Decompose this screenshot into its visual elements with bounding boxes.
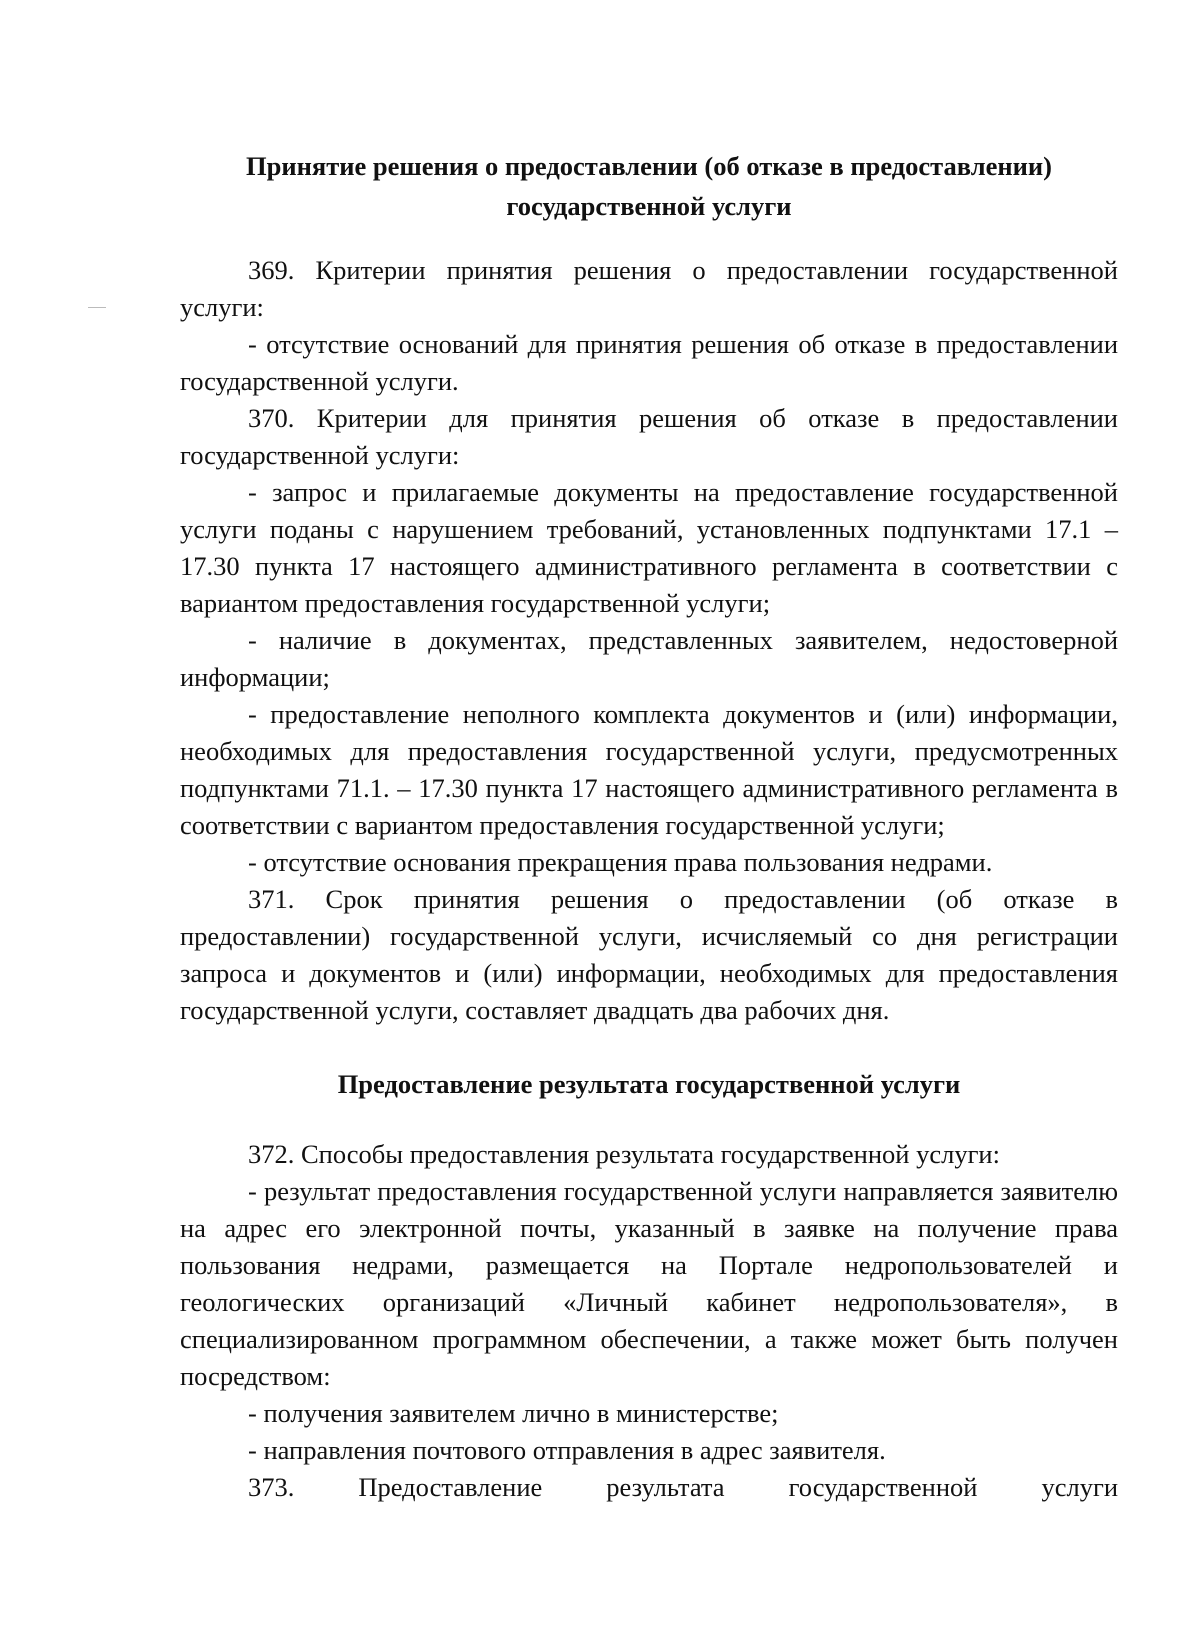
paragraph-372-item-2: - получения заявителем лично в министерстве; — [248, 1398, 779, 1428]
section-body-decision — [180, 252, 1118, 1029]
paragraph-370: 370. Критерии для принятия решения об отказе в предоставлении государственной услуги: — [180, 403, 1118, 470]
paragraph-369: 369. Критерии принятия решения о предоставлении государственной услуги: — [180, 255, 1118, 322]
paragraph-369-item: - отсутствие оснований для принятия решения об отказе в предоставлении государственной услуги. — [180, 329, 1118, 396]
section-heading-line-2: государственной услуги — [506, 191, 792, 221]
paragraph-370-item-3: - предоставление неполного комплекта документов и (или) информации, необходимых для предоставления государственной услуги, предусмотренных подпунктами 71.1. – 17.30 пункта 17 настоящего административного регламента в соответствии с вариантом предоставления государственной услуги; — [180, 699, 1118, 840]
section-heading-line-1: Принятие решения о предоставлении (об отказе в предоставлении) — [246, 151, 1052, 181]
section-heading-result — [180, 1064, 1118, 1104]
paragraph-370-item-1: - запрос и прилагаемые документы на предоставление государственной услуги поданы с нарушением требований, установленных подпунктами 17.1 – 17.30 пункта 17 настоящего административного регламента в соответствии с вариантом предоставления государственной услуги; — [180, 477, 1118, 618]
section-body-result — [180, 1136, 1118, 1506]
paragraph-373: 373. Предоставление результата государственной услуги — [248, 1472, 1118, 1502]
paragraph-370-item-4: - отсутствие основания прекращения права пользования недрами. — [248, 847, 993, 877]
paragraph-370-item-2: - наличие в документах, представленных заявителем, недостоверной информации; — [180, 625, 1118, 692]
paragraph-372: 372. Способы предоставления результата государственной услуги: — [248, 1139, 1000, 1169]
paragraph-372-item-1: - результат предоставления государственной услуги направляется заявителю на адрес его электронной почты, указанный в заявке на получение права пользования недрами, размещается на Портале недропользователей и геологических организаций «Личный кабинет недропользователя», в специализированном программном обеспечении, а также может быть получен посредством: — [180, 1176, 1118, 1391]
section-heading-decision — [180, 146, 1118, 226]
scan-artifact-mark — [88, 307, 106, 308]
paragraph-371: 371. Срок принятия решения о предоставлении (об отказе в предоставлении) государственной услуги, исчисляемый со дня регистрации запроса и документов и (или) информации, необходимых для предоставления государственной услуги, составляет двадцать два рабочих дня. — [180, 884, 1118, 1025]
section-heading-result-line: Предоставление результата государственной услуги — [337, 1069, 961, 1099]
paragraph-372-item-3: - направления почтового отправления в адрес заявителя. — [248, 1435, 886, 1465]
